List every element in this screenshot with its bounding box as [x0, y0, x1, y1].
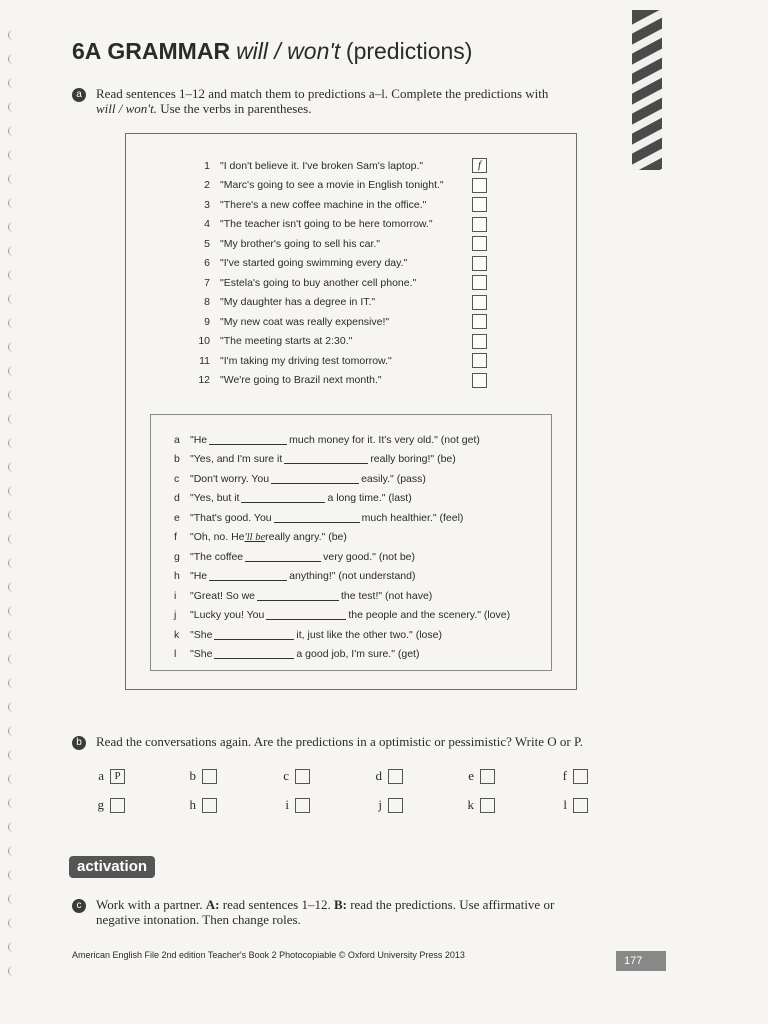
- activation-mid: read sentences 1–12.: [219, 897, 334, 912]
- match-answer-box[interactable]: [472, 295, 487, 310]
- exercise-c-badge: c: [72, 899, 86, 913]
- exercise-b-badge: b: [72, 736, 86, 750]
- exercise-b-instruction: Read the conversations again. Are the predictions in a optimistic or pessimistic? Write O or P.: [96, 734, 583, 749]
- sentence-number: 12: [198, 374, 210, 386]
- binder-mark: [8, 222, 17, 232]
- instruction-rest: Use the verbs in parentheses.: [156, 101, 312, 116]
- sentence-text: "Marc's going to see a movie in English tonight.": [220, 179, 444, 191]
- section-label: GRAMMAR: [107, 38, 231, 64]
- binder-mark: [8, 270, 17, 280]
- sentence-row: [180, 293, 375, 312]
- sentence-text: "I don't believe it. I've broken Sam's laptop.": [220, 159, 424, 172]
- match-answer-box[interactable]: [472, 275, 487, 290]
- binder-mark: [8, 846, 17, 856]
- answer-letter: b: [189, 768, 196, 783]
- binder-mark: [8, 942, 17, 952]
- binder-mark: [8, 54, 17, 64]
- answer-cell: [460, 797, 495, 813]
- sentence-text: "Estela's going to buy another cell phone.": [220, 276, 417, 289]
- prediction-letter: d: [174, 492, 180, 504]
- prediction-before: "Oh, no. He: [190, 531, 245, 543]
- role-b: B:: [333, 897, 347, 912]
- binder-mark: [8, 582, 17, 592]
- answer-box[interactable]: [202, 769, 217, 784]
- answer-letter: d: [375, 768, 382, 783]
- sentence-number: 1: [204, 159, 210, 172]
- sentence-row: [180, 234, 380, 253]
- sentence-row: [180, 254, 407, 273]
- fill-in-blank[interactable]: [274, 513, 360, 523]
- answer-letter: c: [283, 768, 289, 783]
- sentence-number: 6: [204, 257, 210, 269]
- binder-mark: [8, 558, 17, 568]
- prediction-letter: c: [174, 472, 180, 485]
- match-answer-box[interactable]: [472, 314, 487, 329]
- binder-mark: [8, 102, 17, 112]
- sentence-text: "My new coat was really expensive!": [220, 315, 390, 328]
- binder-mark: [8, 198, 17, 208]
- binder-mark: [8, 126, 17, 136]
- sentence-row: [180, 371, 382, 390]
- binder-mark: [8, 894, 17, 904]
- prediction-row: [174, 625, 442, 644]
- binder-mark: [8, 702, 17, 712]
- binder-mark: [8, 486, 17, 496]
- sentence-number: 10: [198, 335, 210, 347]
- lesson-code: 6A: [72, 38, 102, 64]
- binder-mark: [8, 342, 17, 352]
- sentence-row: [180, 156, 423, 175]
- prediction-after: really boring!" (be): [370, 453, 456, 465]
- match-answer-box[interactable]: [472, 197, 487, 212]
- sentence-number: 8: [204, 296, 210, 308]
- answer-box[interactable]: [573, 769, 588, 784]
- prediction-before: "Yes, and I'm sure it: [190, 453, 283, 465]
- prediction-row: [174, 469, 426, 488]
- binder-mark: [8, 174, 17, 184]
- sentence-number: 2: [204, 179, 210, 191]
- answer-cell: [460, 768, 495, 784]
- page-edge-stripe: [632, 10, 662, 170]
- answer-box[interactable]: P: [110, 769, 125, 784]
- binder-mark: [8, 414, 17, 424]
- fill-in-blank[interactable]: [257, 591, 339, 601]
- prediction-after: it, just like the other two." (lose): [296, 628, 442, 641]
- prediction-before: "She: [190, 628, 213, 641]
- prediction-row: [174, 489, 412, 508]
- fill-in-blank[interactable]: [209, 435, 287, 445]
- match-answer-box[interactable]: [472, 256, 487, 271]
- binder-mark: [8, 606, 17, 616]
- answer-cell: [182, 797, 217, 813]
- binder-mark: [8, 78, 17, 88]
- binder-mark: [8, 750, 17, 760]
- prediction-row: [174, 528, 347, 547]
- answer-cell: [90, 768, 125, 784]
- prediction-before: "He: [190, 433, 208, 446]
- sentence-text: "My brother's going to sell his car.": [220, 237, 381, 250]
- match-answer-box[interactable]: [472, 353, 487, 368]
- binder-mark: [8, 822, 17, 832]
- sentence-row: [180, 351, 392, 370]
- prediction-after: a good job, I'm sure." (get): [296, 648, 420, 660]
- answer-cell: [368, 768, 403, 784]
- binder-mark: [8, 630, 17, 640]
- binder-mark: [8, 246, 17, 256]
- fill-in-blank[interactable]: [284, 454, 368, 464]
- binder-mark: [8, 390, 17, 400]
- answer-cell: [553, 797, 588, 813]
- prediction-before: "Yes, but it: [190, 492, 240, 504]
- prediction-row: [174, 645, 419, 664]
- answer-box[interactable]: [480, 798, 495, 813]
- sentence-text: "I've started going swimming every day.": [220, 257, 408, 269]
- topic-plain: (predictions): [345, 38, 473, 64]
- answer-box[interactable]: [388, 769, 403, 784]
- prediction-letter: e: [174, 511, 180, 524]
- answer-box[interactable]: [295, 798, 310, 813]
- prediction-before: "She: [190, 648, 213, 660]
- binder-mark: [8, 774, 17, 784]
- answer-letter: k: [467, 797, 474, 812]
- match-answer-box[interactable]: f: [472, 158, 487, 173]
- fill-in-blank[interactable]: [214, 649, 294, 659]
- prediction-after: much healthier." (feel): [361, 511, 464, 524]
- sentence-number: 3: [204, 198, 210, 211]
- answer-cell: [368, 797, 403, 813]
- match-answer-box[interactable]: [472, 178, 487, 193]
- binder-mark: [8, 798, 17, 808]
- sentence-row: [180, 273, 416, 292]
- binder-mark: [8, 510, 17, 520]
- prediction-before: "Great! So we: [190, 589, 256, 602]
- prediction-after: the people and the scenery." (love): [348, 609, 511, 621]
- answer-letter: i: [285, 797, 289, 812]
- prediction-after: anything!" (not understand): [289, 570, 416, 582]
- fill-in-blank[interactable]: [245, 552, 321, 562]
- sentence-row: [180, 332, 352, 351]
- sentence-row: [180, 215, 433, 234]
- prediction-row: [174, 508, 463, 527]
- prediction-after: really angry." (be): [265, 531, 347, 543]
- match-answer-box[interactable]: [472, 217, 487, 232]
- exercise-a-badge: a: [72, 88, 86, 102]
- sentence-number: 4: [204, 218, 210, 230]
- binder-mark: [8, 150, 17, 160]
- page-number: 177: [616, 951, 666, 971]
- answer-letter: l: [563, 797, 567, 812]
- prediction-letter: h: [174, 570, 180, 582]
- page-title: [72, 38, 472, 65]
- handwritten-answer[interactable]: 'll be: [244, 531, 266, 543]
- prediction-letter: b: [174, 453, 180, 465]
- fill-in-blank[interactable]: [209, 571, 287, 581]
- prediction-row: [174, 450, 456, 469]
- binder-mark: [8, 678, 17, 688]
- binder-mark: [8, 30, 17, 40]
- binder-mark: [8, 462, 17, 472]
- answer-letter: f: [562, 768, 567, 783]
- prediction-row: [174, 586, 432, 605]
- sentence-text: "We're going to Brazil next month.": [220, 374, 382, 386]
- prediction-before: "That's good. You: [190, 511, 272, 524]
- prediction-after: the test!" (not have): [341, 589, 433, 602]
- sentence-text: "The teacher isn't going to be here tomorrow.": [220, 218, 433, 230]
- activation-line-1: [96, 897, 596, 912]
- instruction-italic: will / won't.: [96, 101, 157, 116]
- instruction-line-1: Read sentences 1–12 and match them to predictions a–l. Complete the predictions with: [96, 86, 549, 101]
- answer-letter: e: [468, 768, 474, 783]
- binder-mark: [8, 366, 17, 376]
- binder-mark: [8, 294, 17, 304]
- answer-box[interactable]: [295, 769, 310, 784]
- answer-cell: [182, 768, 217, 784]
- prediction-row: [174, 567, 415, 586]
- prediction-before: "Don't worry. You: [190, 472, 270, 485]
- prediction-after: much money for it. It's very old." (not get): [289, 433, 480, 446]
- activation-pre: Work with a partner.: [96, 897, 206, 912]
- sentence-text: "There's a new coffee machine in the office.": [220, 198, 427, 211]
- prediction-letter: i: [174, 589, 177, 602]
- prediction-after: a long time." (last): [327, 492, 412, 504]
- activation-label: activation: [69, 856, 155, 878]
- binder-mark: [8, 726, 17, 736]
- answer-letter: j: [378, 797, 382, 812]
- binder-mark: [8, 918, 17, 928]
- answer-box[interactable]: [202, 798, 217, 813]
- sentence-row: [180, 195, 426, 214]
- sentence-number: 7: [204, 276, 210, 289]
- activation-post: read the predictions. Use affirmative or: [346, 897, 555, 912]
- sentence-number: 9: [204, 315, 210, 328]
- match-answer-box[interactable]: [472, 373, 487, 388]
- exercise-c-instruction: [96, 897, 596, 927]
- sentence-number: 11: [199, 354, 210, 367]
- fill-in-blank[interactable]: [214, 630, 294, 640]
- answer-cell: [275, 768, 310, 784]
- role-a: A:: [205, 897, 220, 912]
- match-answer-box[interactable]: [472, 236, 487, 251]
- answer-letter: a: [98, 768, 104, 783]
- prediction-letter: a: [174, 433, 180, 446]
- answer-box[interactable]: [573, 798, 588, 813]
- prediction-letter: j: [174, 609, 177, 621]
- prediction-letter: g: [174, 550, 180, 563]
- binder-mark: [8, 966, 17, 976]
- topic-italic: will / won't: [236, 38, 341, 64]
- prediction-letter: l: [174, 648, 177, 660]
- answer-cell: [90, 797, 125, 813]
- prediction-row: [174, 606, 510, 625]
- answer-cell: [553, 768, 588, 784]
- prediction-before: "Lucky you! You: [190, 609, 265, 621]
- answer-cell: [275, 797, 310, 813]
- answer-letter: h: [189, 797, 196, 812]
- prediction-row: [174, 430, 480, 449]
- prediction-before: "He: [190, 570, 208, 582]
- fill-in-blank[interactable]: [241, 493, 325, 503]
- fill-in-blank[interactable]: [271, 474, 359, 484]
- answer-box[interactable]: [480, 769, 495, 784]
- prediction-before: "The coffee: [190, 550, 244, 563]
- activation-line-2: negative intonation. Then change roles.: [96, 912, 301, 927]
- fill-in-blank[interactable]: [266, 610, 346, 620]
- prediction-letter: f: [174, 531, 177, 543]
- prediction-after: easily." (pass): [361, 472, 426, 485]
- binder-mark: [8, 654, 17, 664]
- sentence-row: [180, 312, 389, 331]
- sentence-text: "I'm taking my driving test tomorrow.": [220, 354, 392, 367]
- exercise-a-instruction: [96, 86, 596, 116]
- footer-copyright: American English File 2nd edition Teacher's Book 2 Photocopiable © Oxford University Press 2013: [72, 950, 465, 960]
- answer-box[interactable]: [388, 798, 403, 813]
- sentence-text: "My daughter has a degree in IT.": [220, 296, 376, 308]
- answer-letter: g: [97, 797, 104, 812]
- binder-mark: [8, 438, 17, 448]
- instruction-line-2: [96, 101, 596, 116]
- answer-box[interactable]: [110, 798, 125, 813]
- binder-mark: [8, 318, 17, 328]
- prediction-row: [174, 547, 415, 566]
- binder-mark: [8, 534, 17, 544]
- binder-mark: [8, 870, 17, 880]
- sentence-text: "The meeting starts at 2:30.": [220, 335, 353, 347]
- sentence-row: [180, 176, 444, 195]
- prediction-letter: k: [174, 628, 180, 641]
- match-answer-box[interactable]: [472, 334, 487, 349]
- prediction-after: very good." (not be): [323, 550, 416, 563]
- sentence-number: 5: [204, 237, 210, 250]
